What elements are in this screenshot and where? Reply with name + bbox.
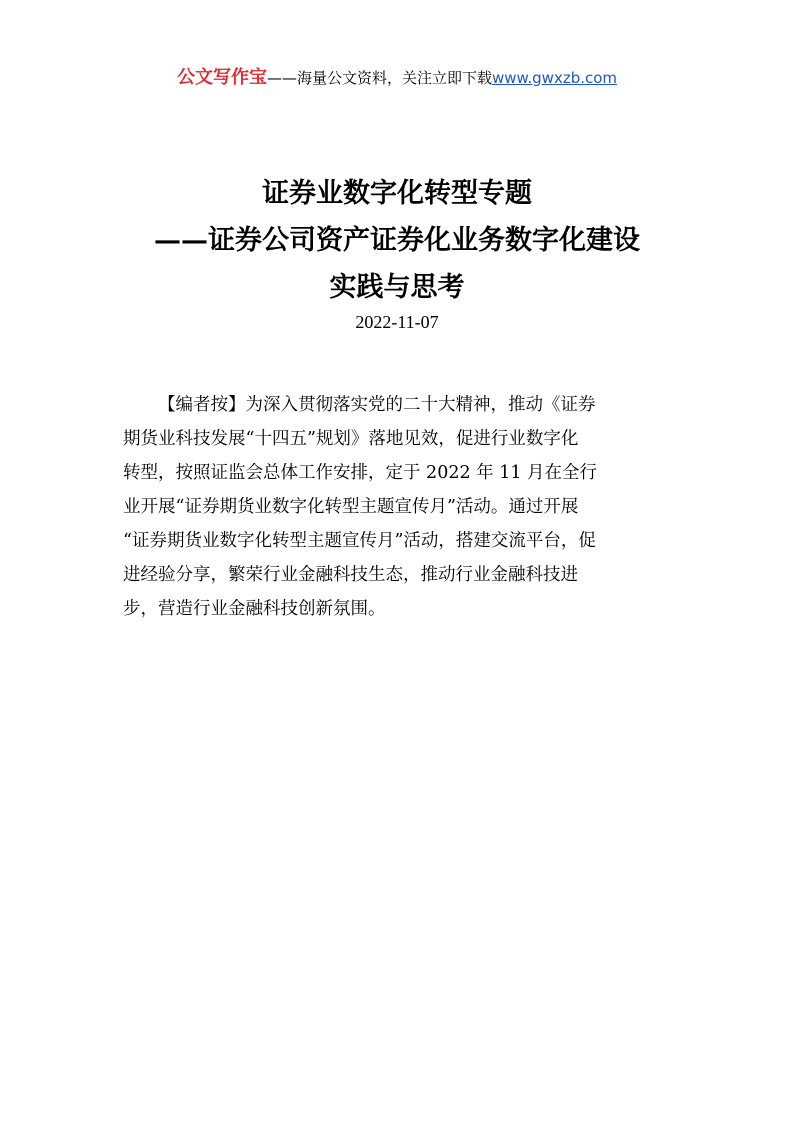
document-title [0,170,794,311]
editor-note-paragraph [123,388,671,626]
paragraph-line: “证券期货业数字化转型主题宣传月”活动，搭建交流平台，促 [123,531,596,551]
website-link[interactable]: www.gwxzb.com [491,69,618,87]
paragraph-line: 【编者按】为深入贯彻落实党的二十大精神，推动《证券 [158,395,596,415]
brand-name: 公文写作宝 [176,67,267,88]
paragraph-line: 进经验分享，繁荣行业金融科技生态，推动行业金融科技进 [123,565,578,585]
paragraph-line: 转型，按照证监会总体工作安排，定于 2022 年 11 月在全行 [123,463,598,483]
paragraph-line: 期货业科技发展“十四五”规划》落地见效，促进行业数字化 [123,429,579,449]
header-tagline: ——海量公文资料，关注立即下载 [266,69,492,87]
title-line-2: ——证券公司资产证券化业务数字化建设 [154,225,640,256]
title-line-1: 证券业数字化转型专题 [262,178,532,209]
page-header [0,66,794,90]
publish-date: 2022-11-07 [355,312,439,332]
paragraph-line: 业开展“证券期货业数字化转型主题宣传月”活动。通过开展 [123,497,579,517]
title-line-3: 实践与思考 [329,272,465,303]
paragraph-line: 步，营造行业金融科技创新氛围。 [123,599,386,619]
